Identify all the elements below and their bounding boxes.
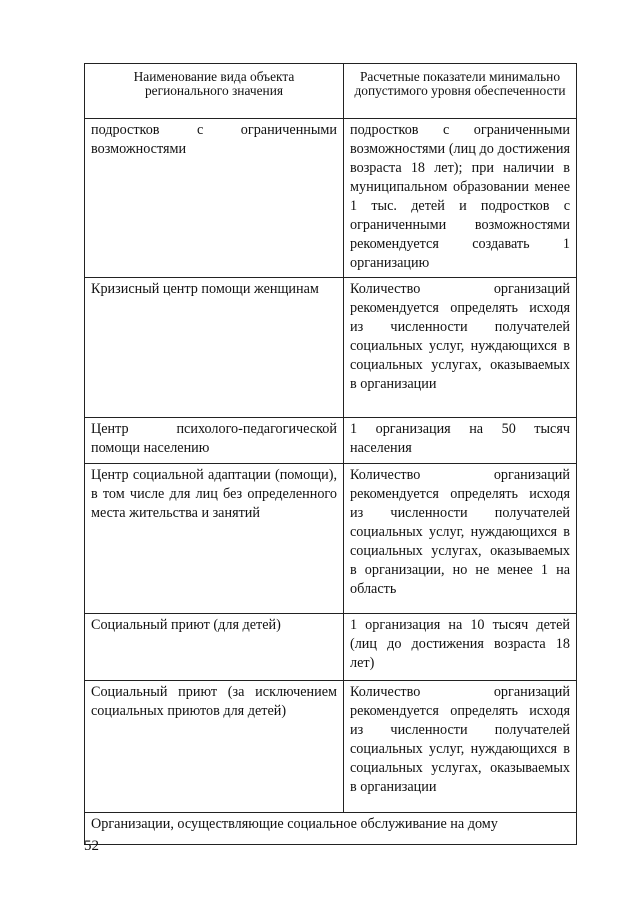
table-row xyxy=(85,464,577,614)
row-indicator-value: 1 организация на 10 тысяч детей (лиц до достижения возраста 18 лет) xyxy=(344,614,577,681)
table-row xyxy=(85,418,577,464)
row-indicator-value: подростков с ограниченными возможностями (лиц до достижения возраста 18 лет); при наличии в муниципальном образовании менее 1 тыс. детей и подростков с ограниченными возможностями рекомендуется создавать 1 организацию xyxy=(344,119,577,278)
header-indicators: Расчетные показатели минимально допустимого уровня обеспеченности xyxy=(344,64,577,119)
row-object-name: Кризисный центр помощи женщинам xyxy=(85,278,344,418)
standards-table xyxy=(84,63,577,845)
table-row xyxy=(85,681,577,813)
table-row xyxy=(85,278,577,418)
row-object-name: подростков с ограниченными возможностями xyxy=(85,119,344,278)
table-row xyxy=(85,614,577,681)
table-row xyxy=(85,119,577,278)
table-header-row xyxy=(85,64,577,119)
row-object-name: Социальный приют (за исключением социальных приютов для детей) xyxy=(85,681,344,813)
page-number: 52 xyxy=(84,838,99,854)
row-indicator-value: 1 организация на 50 тысяч населения xyxy=(344,418,577,464)
row-object-name: Центр социальной адаптации (помощи), в том числе для лиц без определенного места жительства и занятий xyxy=(85,464,344,614)
row-indicator-value: Количество организаций рекомендуется определять исходя из численности получателей социальных услуг, нуждающихся в социальных услугах, оказываемых в организации xyxy=(344,278,577,418)
table-section-row xyxy=(85,813,577,845)
section-title: Организации, осуществляющие социальное обслуживание на дому xyxy=(85,813,577,845)
row-indicator-value: Количество организаций рекомендуется определять исходя из численности получателей социальных услуг, нуждающихся в социальных услугах, оказываемых в организации xyxy=(344,681,577,813)
row-object-name: Центр психолого-педагогической помощи населению xyxy=(85,418,344,464)
header-object-type: Наименование вида объекта регионального значения xyxy=(85,64,344,119)
row-indicator-value: Количество организаций рекомендуется определять исходя из численности получателей социальных услуг, нуждающихся в социальных услугах, оказываемых в организации, но не менее 1 на область xyxy=(344,464,577,614)
row-object-name: Социальный приют (для детей) xyxy=(85,614,344,681)
